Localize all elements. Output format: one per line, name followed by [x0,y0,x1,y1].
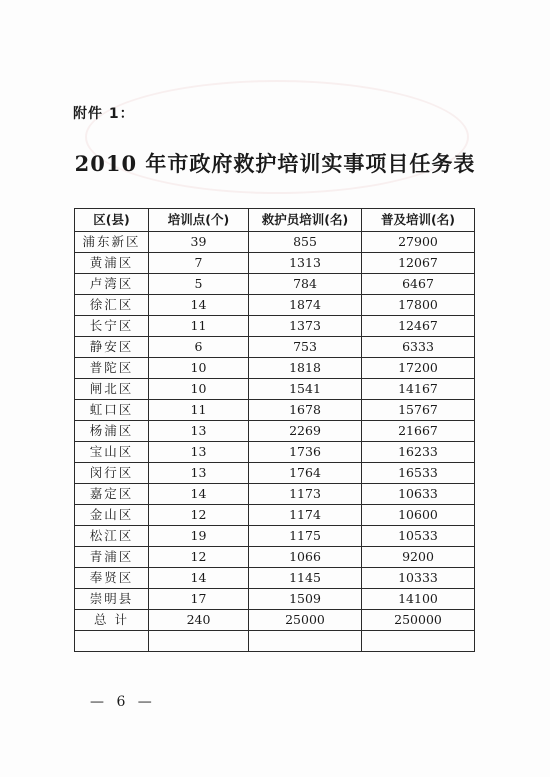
general-training-cell: 15767 [362,400,475,421]
rescuer-training-cell: 1541 [249,379,362,400]
table-row-empty [75,631,475,652]
district-cell: 浦东新区 [75,232,149,253]
general-training-cell: 10333 [362,568,475,589]
rescuer-training-cell: 1373 [249,316,362,337]
rescuer-training-cell: 1874 [249,295,362,316]
training-sites-cell: 39 [149,232,249,253]
district-cell: 松江区 [75,526,149,547]
general-training-cell: 14167 [362,379,475,400]
column-header-district: 区(县) [75,209,149,232]
training-sites-cell: 12 [149,547,249,568]
table-row [75,442,475,463]
general-training-cell: 16233 [362,442,475,463]
general-training-cell: 12067 [362,253,475,274]
rescuer-training-cell: 1678 [249,400,362,421]
rescuer-training-cell: 855 [249,232,362,253]
table-row [75,358,475,379]
general-training-cell: 27900 [362,232,475,253]
table-row [75,316,475,337]
training-sites-cell: 14 [149,568,249,589]
training-sites-cell: 19 [149,526,249,547]
rescuer-training-cell: 1313 [249,253,362,274]
general-training-cell: 16533 [362,463,475,484]
table-row [75,589,475,610]
table-header-row [75,209,475,232]
general-training-cell: 6467 [362,274,475,295]
training-sites-cell: 11 [149,316,249,337]
rescuer-training-cell: 1736 [249,442,362,463]
table-row [75,526,475,547]
total-training-sites: 240 [149,610,249,631]
rescuer-training-cell: 1174 [249,505,362,526]
general-training-cell: 17200 [362,358,475,379]
training-sites-cell: 13 [149,421,249,442]
empty-cell [75,631,149,652]
rescuer-training-cell: 753 [249,337,362,358]
district-cell: 金山区 [75,505,149,526]
training-sites-cell: 5 [149,274,249,295]
district-cell: 闵行区 [75,463,149,484]
training-sites-cell: 7 [149,253,249,274]
training-sites-cell: 14 [149,295,249,316]
table-row [75,274,475,295]
table-row [75,253,475,274]
district-cell: 宝山区 [75,442,149,463]
general-training-cell: 10633 [362,484,475,505]
document-title: 2010 年市政府救护培训实事项目任务表 [74,151,476,176]
general-training-cell: 21667 [362,421,475,442]
table-row [75,337,475,358]
general-training-cell: 6333 [362,337,475,358]
attachment-label: 附件 1： [73,106,135,122]
table-row [75,400,475,421]
rescuer-training-cell: 1764 [249,463,362,484]
table-row [75,484,475,505]
total-rescuer-training: 25000 [249,610,362,631]
district-cell: 嘉定区 [75,484,149,505]
table-row [75,568,475,589]
empty-cell [362,631,475,652]
rescuer-training-cell: 1173 [249,484,362,505]
training-sites-cell: 14 [149,484,249,505]
total-label: 总 计 [75,610,149,631]
training-sites-cell: 10 [149,358,249,379]
general-training-cell: 14100 [362,589,475,610]
district-cell: 青浦区 [75,547,149,568]
table-row [75,295,475,316]
rescuer-training-cell: 1145 [249,568,362,589]
empty-cell [249,631,362,652]
training-sites-cell: 12 [149,505,249,526]
table-body [75,232,475,652]
page-number: — 6 — [90,694,156,710]
district-cell: 静安区 [75,337,149,358]
general-training-cell: 17800 [362,295,475,316]
empty-cell [149,631,249,652]
district-cell: 黄浦区 [75,253,149,274]
column-header-training-sites: 培训点(个) [149,209,249,232]
rescuer-training-cell: 1175 [249,526,362,547]
rescuer-training-cell: 784 [249,274,362,295]
rescuer-training-cell: 1818 [249,358,362,379]
training-sites-cell: 13 [149,442,249,463]
table-row [75,421,475,442]
rescuer-training-cell: 1509 [249,589,362,610]
general-training-cell: 9200 [362,547,475,568]
training-sites-cell: 13 [149,463,249,484]
district-cell: 普陀区 [75,358,149,379]
rescuer-training-cell: 1066 [249,547,362,568]
district-cell: 杨浦区 [75,421,149,442]
general-training-cell: 10600 [362,505,475,526]
training-sites-cell: 11 [149,400,249,421]
table-row-total [75,610,475,631]
training-sites-cell: 6 [149,337,249,358]
general-training-cell: 10533 [362,526,475,547]
task-table [74,208,475,652]
district-cell: 长宁区 [75,316,149,337]
district-cell: 奉贤区 [75,568,149,589]
table-row [75,232,475,253]
district-cell: 卢湾区 [75,274,149,295]
district-cell: 徐汇区 [75,295,149,316]
table-row [75,505,475,526]
column-header-general-training: 普及培训(名) [362,209,475,232]
table-row [75,463,475,484]
district-cell: 闸北区 [75,379,149,400]
table-row [75,379,475,400]
general-training-cell: 12467 [362,316,475,337]
district-cell: 虹口区 [75,400,149,421]
district-cell: 崇明县 [75,589,149,610]
training-sites-cell: 10 [149,379,249,400]
training-sites-cell: 17 [149,589,249,610]
table-row [75,547,475,568]
column-header-rescuer-training: 救护员培训(名) [249,209,362,232]
rescuer-training-cell: 2269 [249,421,362,442]
total-general-training: 250000 [362,610,475,631]
